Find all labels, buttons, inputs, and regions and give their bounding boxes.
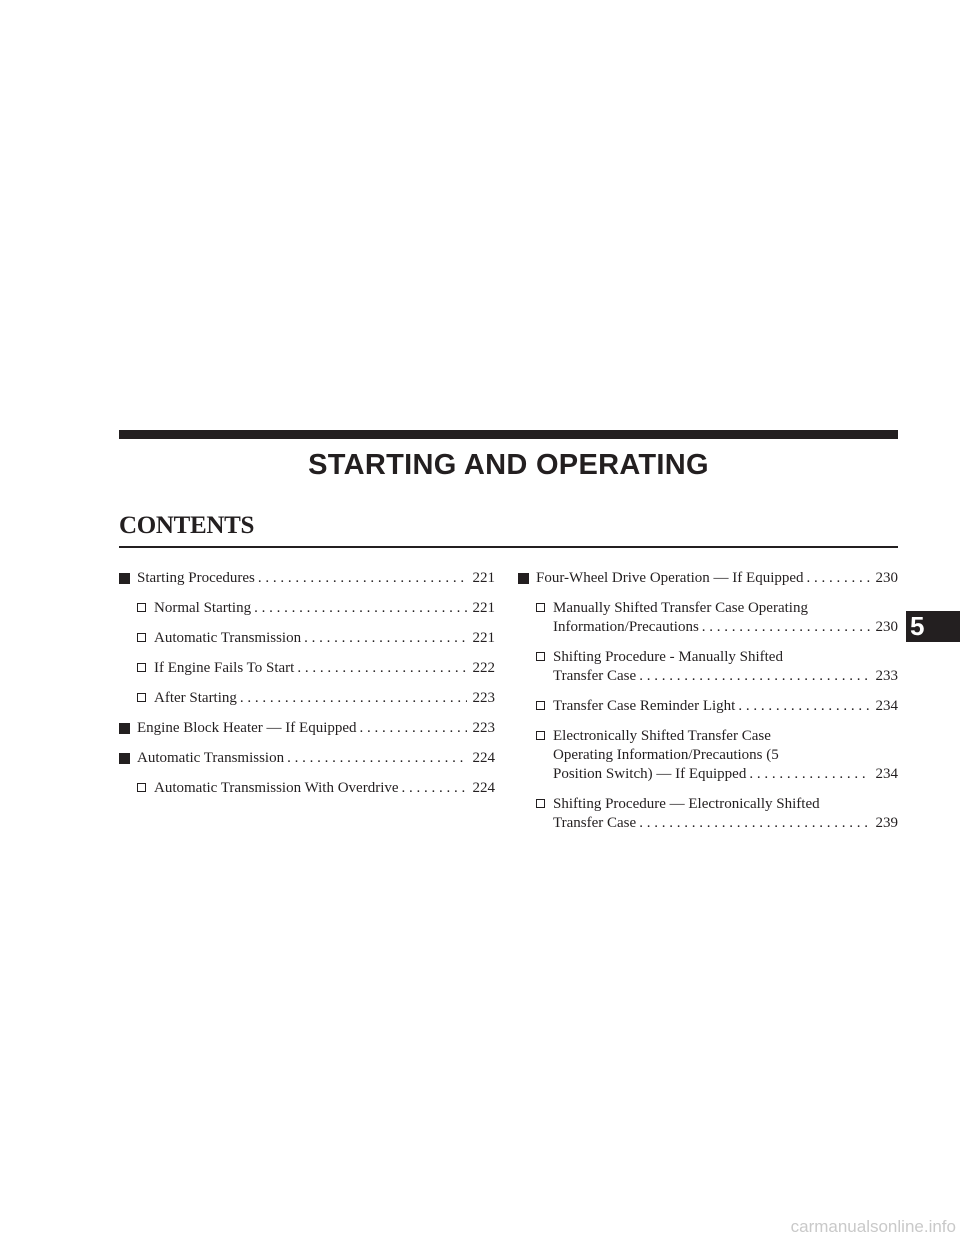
dot-leader [360,719,467,738]
hollow-square-bullet-icon [137,783,146,792]
contents-rule [119,546,898,548]
chapter-title: STARTING AND OPERATING [308,449,709,481]
toc-entry-title: Starting Procedures [137,570,255,586]
toc-entry[interactable] [119,689,495,708]
toc-entry[interactable] [119,629,495,648]
dot-leader [639,814,869,833]
hollow-square-bullet-icon [536,652,545,661]
dot-leader [297,659,466,678]
dot-leader [240,689,467,708]
toc-entry-title: Manually Shifted Transfer Case Operating [553,600,808,616]
square-bullet-icon [518,573,529,584]
toc-entry-title: Transfer Case Reminder Light [553,698,736,714]
toc-page-number: 221 [472,570,495,586]
toc-entry-title: Normal Starting [154,600,252,616]
toc-entry[interactable] [119,659,495,678]
toc-page-number: 221 [472,600,495,616]
hollow-square-bullet-icon [536,799,545,808]
dot-leader [402,779,467,798]
toc-entry[interactable] [119,599,495,618]
toc-entry-title: Automatic Transmission With Overdrive [154,780,399,796]
toc-entry[interactable] [518,795,898,833]
dot-leader [254,599,466,618]
toc-entry-title: Position Switch) — If Equipped [553,766,747,782]
toc-page-number: 224 [472,780,495,796]
toc-entry[interactable] [119,749,495,768]
chapter-tab: 5 [906,611,960,642]
toc-entry-title: If Engine Fails To Start [154,660,295,676]
toc-page-number: 223 [472,720,495,736]
hollow-square-bullet-icon [137,633,146,642]
hollow-square-bullet-icon [137,603,146,612]
dot-leader [749,765,869,784]
toc-left-column [119,569,495,809]
hollow-square-bullet-icon [536,701,545,710]
toc-entry[interactable] [518,697,898,716]
chapter-top-rule [119,430,898,439]
toc-right-column [518,569,898,844]
dot-leader [258,569,467,588]
toc-entry-title: Shifting Procedure - Manually Shifted [553,649,783,665]
hollow-square-bullet-icon [536,603,545,612]
dot-leader [639,667,869,686]
toc-page-number: 221 [472,630,495,646]
toc-entry[interactable] [518,727,898,784]
toc-entry[interactable] [119,719,495,738]
toc-page-number: 239 [875,815,898,831]
dot-leader [287,749,466,768]
hollow-square-bullet-icon [137,663,146,672]
toc-page-number: 230 [875,570,898,586]
square-bullet-icon [119,753,130,764]
toc-entry[interactable] [518,648,898,686]
toc-entry-title: Shifting Procedure — Electronically Shifted [553,796,820,812]
toc-page-number: 223 [472,690,495,706]
toc-page-number: 234 [875,766,898,782]
toc-page-number: 233 [875,668,898,684]
toc-page-number: 224 [472,750,495,766]
dot-leader [807,569,870,588]
square-bullet-icon [119,573,130,584]
toc-entry-title: Transfer Case [553,815,637,831]
toc-entry-title: Four-Wheel Drive Operation — If Equipped [536,570,804,586]
toc-entry-title: Engine Block Heater — If Equipped [137,720,357,736]
hollow-square-bullet-icon [536,731,545,740]
square-bullet-icon [119,723,130,734]
toc-page-number: 222 [472,660,495,676]
dot-leader [304,629,466,648]
toc-entry-title: Transfer Case [553,668,637,684]
toc-entry-title: After Starting [154,690,237,706]
toc-entry[interactable] [518,599,898,637]
toc-page-number: 234 [875,698,898,714]
watermark: carmanualsonline.info [790,1217,956,1236]
toc-entry-title: Electronically Shifted Transfer Case [553,728,771,744]
toc-entry-title: Automatic Transmission [137,750,285,766]
toc-entry-title: Information/Precautions [553,619,699,635]
toc-entry-title: Automatic Transmission [154,630,302,646]
dot-leader [702,618,870,637]
contents-heading: CONTENTS [119,512,255,539]
toc-entry-title: Operating Information/Precautions (5 [553,747,779,763]
hollow-square-bullet-icon [137,693,146,702]
toc-entry[interactable] [119,779,495,798]
toc-entry[interactable] [518,569,898,588]
toc-entry[interactable] [119,569,495,588]
toc-page-number: 230 [875,619,898,635]
dot-leader [738,697,869,716]
